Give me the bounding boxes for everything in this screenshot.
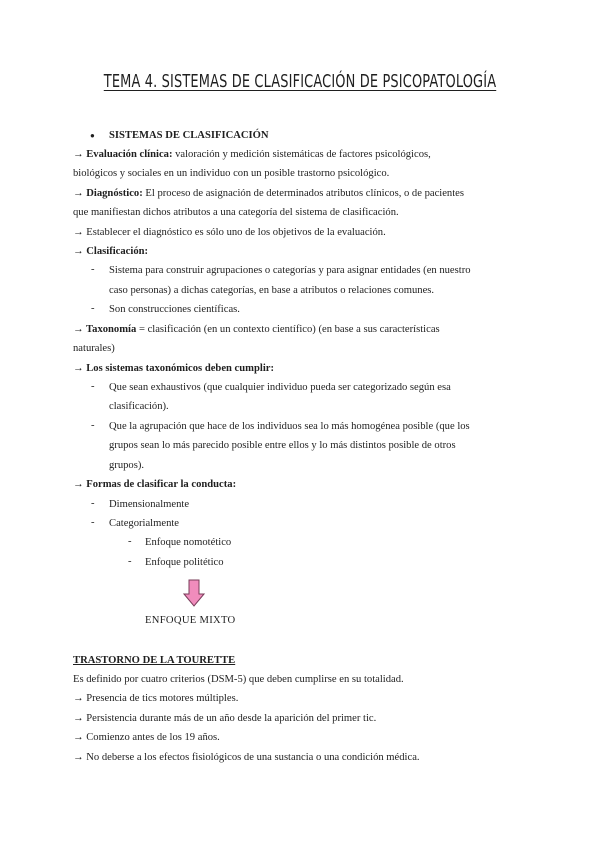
sys-item-1a: Que sean exhaustivos (que cualquier individuo pueda ser categorizado según esa: [109, 382, 451, 393]
diag-line-1: → Diagnóstico: El proceso de asignación de determinados atributos clínicos, o de pacientes: [73, 188, 464, 199]
dash-icon: -: [128, 556, 132, 567]
clas-heading: → Clasificación:: [73, 246, 149, 257]
dash-icon: -: [91, 420, 95, 431]
eval-line-2: biológicos y sociales en un individuo con un posible trastorno psicológico.: [73, 168, 390, 179]
forms-heading: → Formas de clasificar la conducta:: [73, 479, 237, 490]
criterion-4: → No deberse a los efectos fisiológicos de una sustancia o una condición médica.: [73, 752, 420, 763]
dash-icon: -: [91, 381, 95, 392]
tourette-intro: Es definido por cuatro criterios (DSM-5) que deben cumplirse en su totalidad.: [73, 674, 404, 685]
criterion-3: → Comienzo antes de los 19 años.: [73, 732, 220, 743]
page-title: TEMA 4. SISTEMAS DE CLASIFICACIÓN DE PSICOPATOLOGÍA: [103, 72, 497, 92]
mixed-approach-label: ENFOQUE MIXTO: [145, 615, 236, 626]
clas-item-2: Son construcciones científicas.: [109, 304, 240, 315]
tourette-heading: TRASTORNO DE LA TOURETTE: [73, 655, 236, 666]
down-arrow-icon: [183, 579, 205, 607]
diag-line-2: que manifiestan dichos atributos a una categoría del sistema de clasificación.: [73, 207, 399, 218]
sys-item-2a: Que la agrupación que hace de los individuos sea lo más homogénea posible (que los: [109, 421, 470, 432]
dash-icon: -: [91, 303, 95, 314]
eval-line-1: → Evaluación clínica: valoración y medición sistemáticas de factores psicológicos,: [73, 149, 431, 160]
sys-item-2c: grupos).: [109, 460, 145, 471]
tax-line-1: → Taxonomía = clasificación (en un contexto científico) (en base a sus características: [73, 324, 440, 335]
diag-note: → Establecer el diagnóstico es sólo uno de los objetivos de la evaluación.: [73, 227, 386, 238]
forms-sub-2: Enfoque politético: [145, 557, 224, 568]
forms-item-1: Dimensionalmente: [109, 499, 190, 510]
criterion-1: → Presencia de tics motores múltiples.: [73, 693, 239, 704]
sys-item-2b: grupos sean lo más parecido posible entre ellos y lo más distintos posible de otros: [109, 440, 456, 451]
bullet-icon: ●: [90, 131, 95, 140]
dash-icon: -: [91, 498, 95, 509]
sys-item-1b: clasificación).: [109, 401, 169, 412]
dash-icon: -: [91, 264, 95, 275]
criterion-2: → Persistencia durante más de un año desde la aparición del primer tic.: [73, 713, 377, 724]
dash-icon: -: [91, 517, 95, 528]
clas-item-1b: caso personas) a dichas categorías, en base a atributos o relaciones comunes.: [109, 285, 435, 296]
forms-item-2: Categorialmente: [109, 518, 180, 529]
clas-item-1a: Sistema para construir agrupaciones o categorías y para asignar entidades (en nuestro: [109, 265, 471, 276]
forms-sub-1: Enfoque nomotético: [145, 537, 232, 548]
tax-line-2: naturales): [73, 343, 115, 354]
sys-heading: → Los sistemas taxonómicos deben cumplir:: [73, 363, 274, 374]
dash-icon: -: [128, 536, 132, 547]
section-heading: SISTEMAS DE CLASIFICACIÓN: [109, 130, 269, 141]
